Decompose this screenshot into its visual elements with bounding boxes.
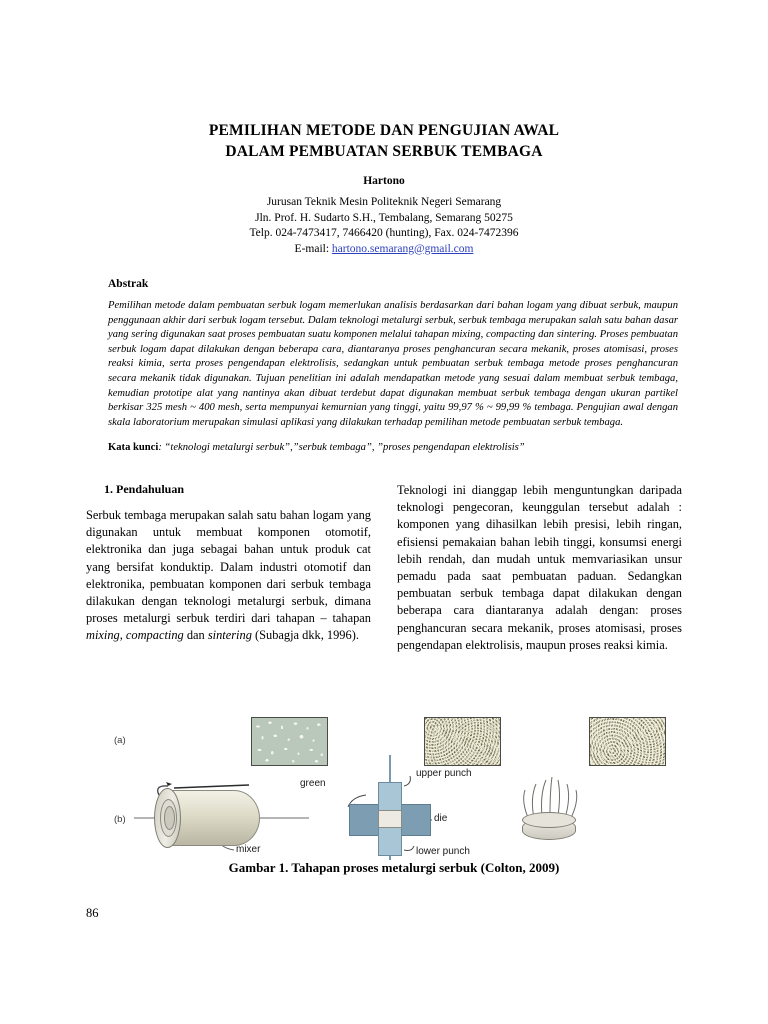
abstract-section <box>86 278 682 456</box>
affiliation-line-3: Telp. 024-7473417, 7466420 (hunting), Fax. 024-7472396 <box>249 227 519 239</box>
paragraph-left-part1: Serbuk tembaga merupakan salah satu bahan logam yang digunakan untuk membuat komponen otomotif, elektronika dan juga sebagai bahan untuk produk cat yang bersifat konduktip. Dalam industri otomotif dan elektronika, pembuatan komponen dari serbuk tembaga dilakukan dengan teknologi metalurgi serbuk, dimana proses metalurgi serbuk terdiri dari tahapan – tahapan <box>86 507 371 626</box>
micrograph-panel-3 <box>589 717 666 766</box>
abstract-text: Pemilihan metode dalam pembuatan serbuk logam memerlukan analisis berdasarkan dari bahan logam yang dibuat serbuk, maupun penggunaan akhir dari serbuk logam tersebut. Dalam teknologi metalurgi serbuk, serbuk tembaga merupakan salah satu bahan dasar yang sering digunakan saat proses pembuatan suatu komponen melalui tahapan mixing, compacting dan sintering. Proses pembuatan serbuk logam dapat dilakukan dengan beberapa cara, diantaranya proses penghancuran secara mekanik, proses atomisasi, proses reaksi kimia, serta proses pengendapan elektrolisis, sedangkan untuk pembuatan serbuk tembaga metode proses penghancuran secara mekanik tidak digunakan. Tujuan penelitian ini adalah mendapatkan metode yang sesuai dalam membuat serbuk tembaga, kemudian prototipe alat yang nantinya akan dibuat terdebut dapat digunakan membuat serbuk tembaga dengan ukuran partikel berkisar 325 mesh ~ 400 mesh, serta mempunyai kemurnian yang tinggi, yaitu 99,97 % ~ 99,99 % tembaga. Pengujian awal dengan skala laboratorium merupakan simulasi aplikasi yang dilakukan terhadap pemilihan metode pembuatan serbuk tembaga. <box>108 300 678 428</box>
die-left-block <box>349 804 379 836</box>
paragraph-left-part3: (Subagja dkk, 1996). <box>251 628 359 643</box>
green-compact-block <box>378 810 402 828</box>
annotation-mixer: mixer <box>236 844 261 855</box>
column-left <box>86 482 371 654</box>
page-number: 86 <box>86 906 99 920</box>
micrograph-panel-1 <box>251 717 328 766</box>
section-heading-pendahuluan: 1. Pendahuluan <box>104 481 185 496</box>
annotation-upper-punch: upper punch <box>416 768 472 779</box>
mixer-drum-core <box>164 806 175 830</box>
figure-1-canvas <box>104 700 684 865</box>
abstract-heading: Abstrak <box>108 278 149 290</box>
email-link[interactable]: hartono.semarang@gmail.com <box>331 242 474 255</box>
affiliation-line-1: Jurusan Teknik Mesin Politeknik Negeri Semarang <box>266 196 502 208</box>
annotation-green: green <box>300 778 326 789</box>
figure-1-caption: Gambar 1. Tahapan proses metalurgi serbuk (Colton, 2009) <box>228 860 560 875</box>
figure-label-b: (b) <box>114 814 126 825</box>
annotation-lower-punch: lower punch <box>416 846 470 857</box>
die-right-block <box>401 804 431 836</box>
title-line-2: DALAM PEMBUATAN SERBUK TEMBAGA <box>225 143 543 160</box>
author-name: Hartono <box>363 175 405 187</box>
keywords-line <box>108 441 678 456</box>
keywords-value: : “teknologi metalurgi serbuk”,”serbuk tembaga”, ”proses pengendapan elektrolisis” <box>158 442 525 454</box>
affiliation-line-2: Jln. Prof. H. Sudarto S.H., Tembalang, Semarang 50275 <box>255 211 513 224</box>
upper-punch-block <box>378 782 402 812</box>
keywords-label: Kata kunci <box>108 442 159 454</box>
annotation-die: die <box>434 813 448 824</box>
figure-label-a: (a) <box>114 735 126 746</box>
micrograph-panel-2 <box>424 717 501 766</box>
column-right <box>397 482 682 654</box>
figure-1 <box>104 700 684 890</box>
email-line <box>86 242 682 258</box>
lower-punch-block <box>378 826 402 856</box>
page-title <box>86 120 682 162</box>
paragraph-right: Teknologi ini dianggap lebih menguntungkan daripada teknologi pengecoran, keunggulan tersebut adalah : komponen yang dihasilkan lebih presisi, lebih ringan, efisiensi pemakaian bahan lebih tinggi, konsumsi energi lebih rendah, dan mudah untuk memvariasikan unsur pemadu pada saat pembuatan paduan. Sedangkan pembuatan serbuk tembaga dapat dilakukan dengan beberapa cara diantaranya adalah dengan: proses penghancuran secara mekanik, proses atomisasi, proses pengendapan elektrolisis, maupun proses reaksi kimia. <box>397 482 682 652</box>
paragraph-left-italic-1: mixing, compacting <box>86 628 184 643</box>
paragraph-left-italic-2: sintering <box>207 628 252 643</box>
paragraph-left-part2: dan <box>183 628 208 643</box>
sintered-part-top <box>522 812 576 828</box>
paragraph-left <box>86 507 371 645</box>
document-content <box>86 120 682 654</box>
title-line-1: PEMILIHAN METODE DAN PENGUJIAN AWAL <box>208 122 560 139</box>
affiliation-block <box>86 195 682 257</box>
email-label: E-mail: <box>294 242 332 255</box>
body-columns <box>86 482 682 654</box>
